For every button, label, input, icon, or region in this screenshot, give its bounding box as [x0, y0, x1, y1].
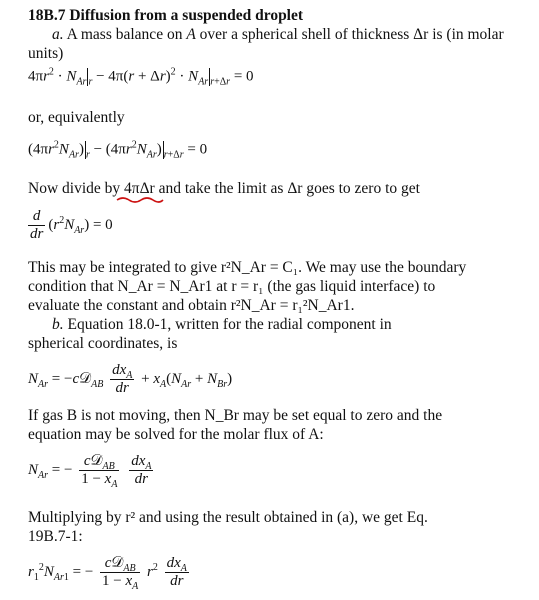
part-a-text-1: A mass balance on: [66, 26, 183, 43]
red-underline-annotation: [116, 196, 164, 204]
divide-text-3: goes to zero to get: [306, 180, 420, 197]
part-a-text-2: over a spherical shell of thickness: [199, 26, 410, 43]
integrate-line-3: evaluate the constant and obtain r²N_Ar = r₁²N_Ar1.: [28, 297, 355, 314]
multiply-paragraph: [28, 508, 523, 546]
problem-heading: [28, 6, 523, 25]
gas-b-line-1: If gas B is not moving, then N_Br may be set equal to zero and the: [28, 407, 443, 424]
equation-flux-general: $N_{Ar}$ = −c𝒟$_{AB}$ $\frac{dx_A}{dr}$ + $x_A(N_{Ar} + N_{Br})$: [28, 362, 233, 396]
divide-delta-r: Δr: [287, 180, 303, 197]
divide-text-1: Now divide by: [28, 180, 121, 197]
divide-sentence: [28, 179, 523, 198]
divide-text-2: and take the limit as: [158, 180, 284, 197]
divide-term: 4πΔr: [124, 180, 155, 197]
part-b-label: b.: [52, 316, 64, 333]
problem-title: Diffusion from a suspended droplet: [69, 7, 304, 24]
equation-final: $r_1^2N_{Ar1}$ = − $\frac{c𝒟_{AB}}{1 - x_A}$ $r^2$ $\frac{dx_A}{dr}$: [28, 555, 187, 592]
part-a-text-3: is (in molar units): [28, 26, 504, 62]
part-a-species: A: [186, 26, 196, 43]
part-a-intro: [28, 25, 523, 63]
integrate-line-1: This may be integrated to give r²N_Ar = C₁. We may use the boundary: [28, 259, 467, 276]
equation-flux-b-stationary: $N_{Ar}$ = − $\frac{c𝒟_{AB}}{1 - x_A}$ $\frac{dx_A}{dr}$: [28, 453, 152, 490]
gas-b-line-2: equation may be solved for the molar flux of A:: [28, 426, 324, 443]
multiply-line-1: Multiplying by r² and using the result obtained in (a), we get Eq.: [28, 509, 428, 526]
multiply-line-2: 19B.7-1:: [28, 528, 83, 545]
equation-derivative-zero: $\frac{d}{dr}$ $(r^2N_{Ar}) = 0$: [30, 208, 113, 242]
integrate-paragraph: [28, 258, 523, 315]
or-equivalently-text: or, equivalently: [28, 109, 125, 126]
equation-mass-balance: $4\pi r^2 \cdot N_{Ar}$ $_r - 4\pi(r + \Delta r)^2 \cdot N_{Ar}$ $_{r+\Delta r}$ = 0: [28, 66, 254, 88]
integrate-line-2: condition that N_Ar = N_Ar1 at r = r₁ (the gas liquid interface) to: [28, 278, 436, 295]
part-a-delta-r: Δr: [413, 26, 429, 43]
part-a-label: a.: [52, 26, 64, 43]
part-b-paragraph: [28, 315, 523, 353]
gas-b-paragraph: [28, 406, 523, 444]
equation-equivalent: $(4\pi r^2N_{Ar}) _r - (4\pi r^2N_{Ar}) _{r+\Delta r} = 0$: [28, 139, 208, 161]
part-b-line-2: spherical coordinates, is: [28, 335, 178, 352]
part-b-line-1: Equation 18.0-1, written for the radial component in: [67, 316, 392, 333]
problem-number: 18B.7: [28, 7, 66, 24]
